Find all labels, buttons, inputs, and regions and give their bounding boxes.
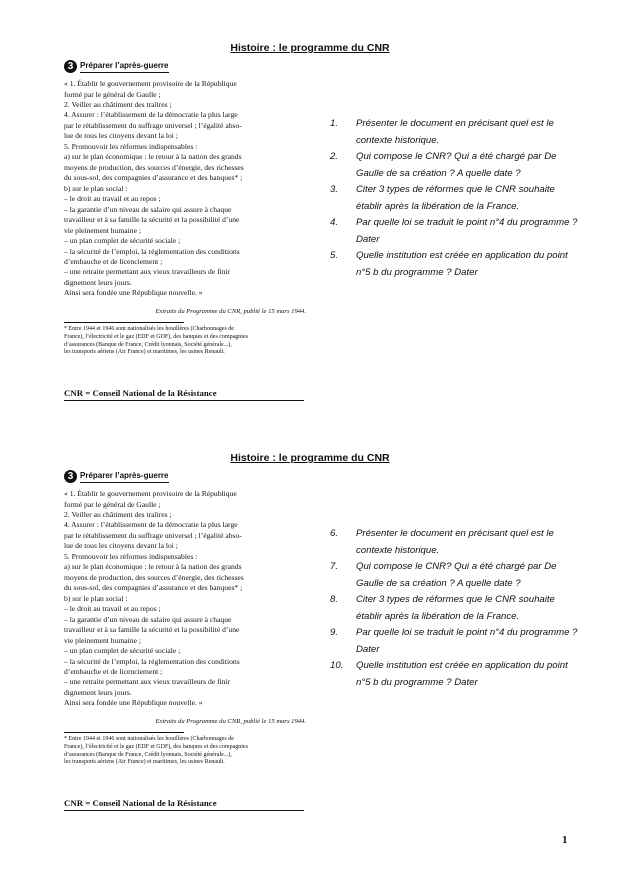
- worksheet-block-2: [0, 452, 620, 852]
- document-body: [64, 79, 314, 299]
- document-line: « 1. Établir le gouvernement provisoire de la République: [64, 489, 237, 499]
- document-line: moyens de production, des sources d’énergie, des richesses: [64, 162, 244, 172]
- document-line: b) sur le plan social :: [64, 183, 128, 193]
- footnote-line: les transports aériens (Air France) et maritimes, les usines Renault.: [64, 349, 225, 356]
- document-line: moyens de production, des sources d’énergie, des richesses: [64, 572, 244, 582]
- question-item: [330, 182, 578, 215]
- document-line: par le rétablissement du suffrage universel ; l’égalité abso-: [64, 120, 242, 130]
- document-line: – une retraite permettant aux vieux travailleurs de finir: [64, 267, 231, 277]
- worksheet-block-1: [0, 42, 620, 442]
- document-line: – un plan complet de sécurité sociale ;: [64, 236, 181, 246]
- document-header: [64, 470, 314, 483]
- cnr-definition: CNR = Conseil National de la Résistance: [64, 798, 304, 811]
- question-item: [330, 248, 578, 281]
- document-line: travailleur et à sa famille la sécurité et la possibilité d’une: [64, 215, 240, 225]
- document-line: – la garantie d’un niveau de salaire qui assure à chaque: [64, 614, 232, 624]
- footnote-line: France), l’électricité et le gaz (EDF et GDF), des banques et des compagnies: [64, 333, 248, 340]
- document-excerpt: [64, 60, 314, 357]
- document-line: d’embauche et de licenciement ;: [64, 257, 163, 266]
- document-line: « 1. Établir le gouvernement provisoire de la République: [64, 79, 237, 89]
- question-text: Présenter le document en précisant quel est le contexte historique.: [356, 528, 554, 556]
- question-number: 10.: [330, 660, 344, 671]
- document-footnote: [64, 736, 314, 767]
- footnote-line: * Entre 1944 et 1946 sont nationalisés les houillères (Charbonnages de: [64, 735, 234, 742]
- document-line: formé par le général de Gaulle ;: [64, 89, 161, 99]
- footnote-divider: [64, 732, 184, 733]
- footnote-line: d’assurances (Banque de France, Crédit lyonnais, Société générale...),: [64, 341, 232, 348]
- page-number: 1: [562, 834, 568, 846]
- worksheet-title: Histoire : le programme du CNR: [230, 452, 390, 464]
- question-text: Quelle institution est créée en application du point n°5 b du programme ? Dater: [356, 660, 568, 688]
- document-line: 2. Veiller au châtiment des traîtres ;: [64, 509, 172, 519]
- document-line: dignement leurs jours.: [64, 277, 132, 287]
- document-line: 4. Assurer : l’établissement de la démocratie la plus large: [64, 110, 238, 120]
- question-number: 2.: [330, 151, 339, 162]
- document-line: vie pleinement humaine ;: [64, 635, 141, 645]
- document-line: travailleur et à sa famille la sécurité et la possibilité d’une: [64, 625, 240, 635]
- document-line: a) sur le plan économique : le retour à la nation des grands: [64, 562, 242, 572]
- footnote-divider: [64, 322, 184, 323]
- cnr-definition: CNR = Conseil National de la Résistance: [64, 388, 304, 401]
- question-number: 4.: [330, 217, 339, 228]
- document-line: dignement leurs jours.: [64, 687, 132, 697]
- document-line: lue de tous les citoyens devant la loi ;: [64, 131, 178, 141]
- document-line: – un plan complet de sécurité sociale ;: [64, 646, 181, 656]
- document-line: b) sur le plan social :: [64, 593, 128, 603]
- question-item: [330, 559, 578, 592]
- question-number: 7.: [330, 561, 339, 572]
- document-line: par le rétablissement du suffrage universel ; l’égalité abso-: [64, 530, 242, 540]
- document-line: du sous-sol, des compagnies d’assurance et des banques* ;: [64, 173, 243, 183]
- document-line: – la sécurité de l’emploi, la réglementation des conditions: [64, 246, 240, 256]
- question-text: Par quelle loi se traduit le point n°4 du programme ? Dater: [356, 627, 578, 655]
- question-number: 5.: [330, 250, 339, 261]
- document-line: du sous-sol, des compagnies d’assurance et des banques* ;: [64, 583, 243, 593]
- document-source: Extraits du Programme du CNR, publié le 15 mars 1944.: [155, 717, 306, 725]
- question-item: [330, 625, 578, 658]
- document-line: lue de tous les citoyens devant la loi ;: [64, 541, 178, 551]
- document-line: 5. Promouvoir les réformes indispensables :: [64, 551, 198, 561]
- question-item: [330, 149, 578, 182]
- footnote-line: France), l’électricité et le gaz (EDF et GDF), des banques et des compagnies: [64, 743, 248, 750]
- question-list: [330, 526, 578, 691]
- question-text: Quelle institution est créée en application du point n°5 b du programme ? Dater: [356, 250, 568, 278]
- worksheet-title: Histoire : le programme du CNR: [230, 42, 390, 54]
- document-source: Extraits du Programme du CNR, publié le 15 mars 1944.: [155, 307, 306, 315]
- document-line: d’embauche et de licenciement ;: [64, 667, 163, 676]
- question-item: [330, 592, 578, 625]
- document-line: Ainsi sera fondée une République nouvelle. »: [64, 288, 203, 298]
- question-text: Par quelle loi se traduit le point n°4 du programme ? Dater: [356, 217, 578, 245]
- document-line: Ainsi sera fondée une République nouvelle. »: [64, 698, 203, 708]
- footnote-line: les transports aériens (Air France) et maritimes, les usines Renault.: [64, 759, 225, 766]
- document-line: 4. Assurer : l’établissement de la démocratie la plus large: [64, 520, 238, 530]
- document-line: – le droit au travail et au repos ;: [64, 194, 161, 204]
- question-number: 3.: [330, 184, 339, 195]
- document-line: – la sécurité de l’emploi, la réglementation des conditions: [64, 656, 240, 666]
- question-number: 9.: [330, 627, 339, 638]
- document-header: [64, 60, 314, 73]
- document-number-badge: 3: [64, 470, 77, 483]
- document-line: – le droit au travail et au repos ;: [64, 604, 161, 614]
- document-line: a) sur le plan économique : le retour à la nation des grands: [64, 152, 242, 162]
- document-footnote: [64, 326, 314, 357]
- footnote-line: d’assurances (Banque de France, Crédit lyonnais, Société générale...),: [64, 751, 232, 758]
- question-item: [330, 215, 578, 248]
- question-number: 1.: [330, 118, 339, 129]
- question-text: Qui compose le CNR? Qui a été chargé par De Gaulle de sa création ? A quelle date ?: [356, 151, 557, 179]
- document-line: 5. Promouvoir les réformes indispensables :: [64, 141, 198, 151]
- document-excerpt: [64, 470, 314, 767]
- document-line: – une retraite permettant aux vieux travailleurs de finir: [64, 677, 231, 687]
- document-line: formé par le général de Gaulle ;: [64, 499, 161, 509]
- question-item: [330, 526, 578, 559]
- question-item: [330, 658, 578, 691]
- document-heading: Préparer l’après-guerre: [80, 60, 169, 73]
- document-line: – la garantie d’un niveau de salaire qui assure à chaque: [64, 204, 232, 214]
- question-text: Qui compose le CNR? Qui a été chargé par De Gaulle de sa création ? A quelle date ?: [356, 561, 557, 589]
- document-body: [64, 489, 314, 709]
- question-number: 8.: [330, 594, 339, 605]
- question-list: [330, 116, 578, 281]
- document-heading: Préparer l’après-guerre: [80, 470, 169, 483]
- question-number: 6.: [330, 528, 339, 539]
- question-text: Présenter le document en précisant quel est le contexte historique.: [356, 118, 554, 146]
- footnote-line: * Entre 1944 et 1946 sont nationalisés les houillères (Charbonnages de: [64, 325, 234, 332]
- question-item: [330, 116, 578, 149]
- document-line: 2. Veiller au châtiment des traîtres ;: [64, 99, 172, 109]
- question-text: Citer 3 types de réformes que le CNR souhaite établir après la libération de la France.: [356, 594, 555, 622]
- document-line: vie pleinement humaine ;: [64, 225, 141, 235]
- document-number-badge: 3: [64, 60, 77, 73]
- question-text: Citer 3 types de réformes que le CNR souhaite établir après la libération de la France.: [356, 184, 555, 212]
